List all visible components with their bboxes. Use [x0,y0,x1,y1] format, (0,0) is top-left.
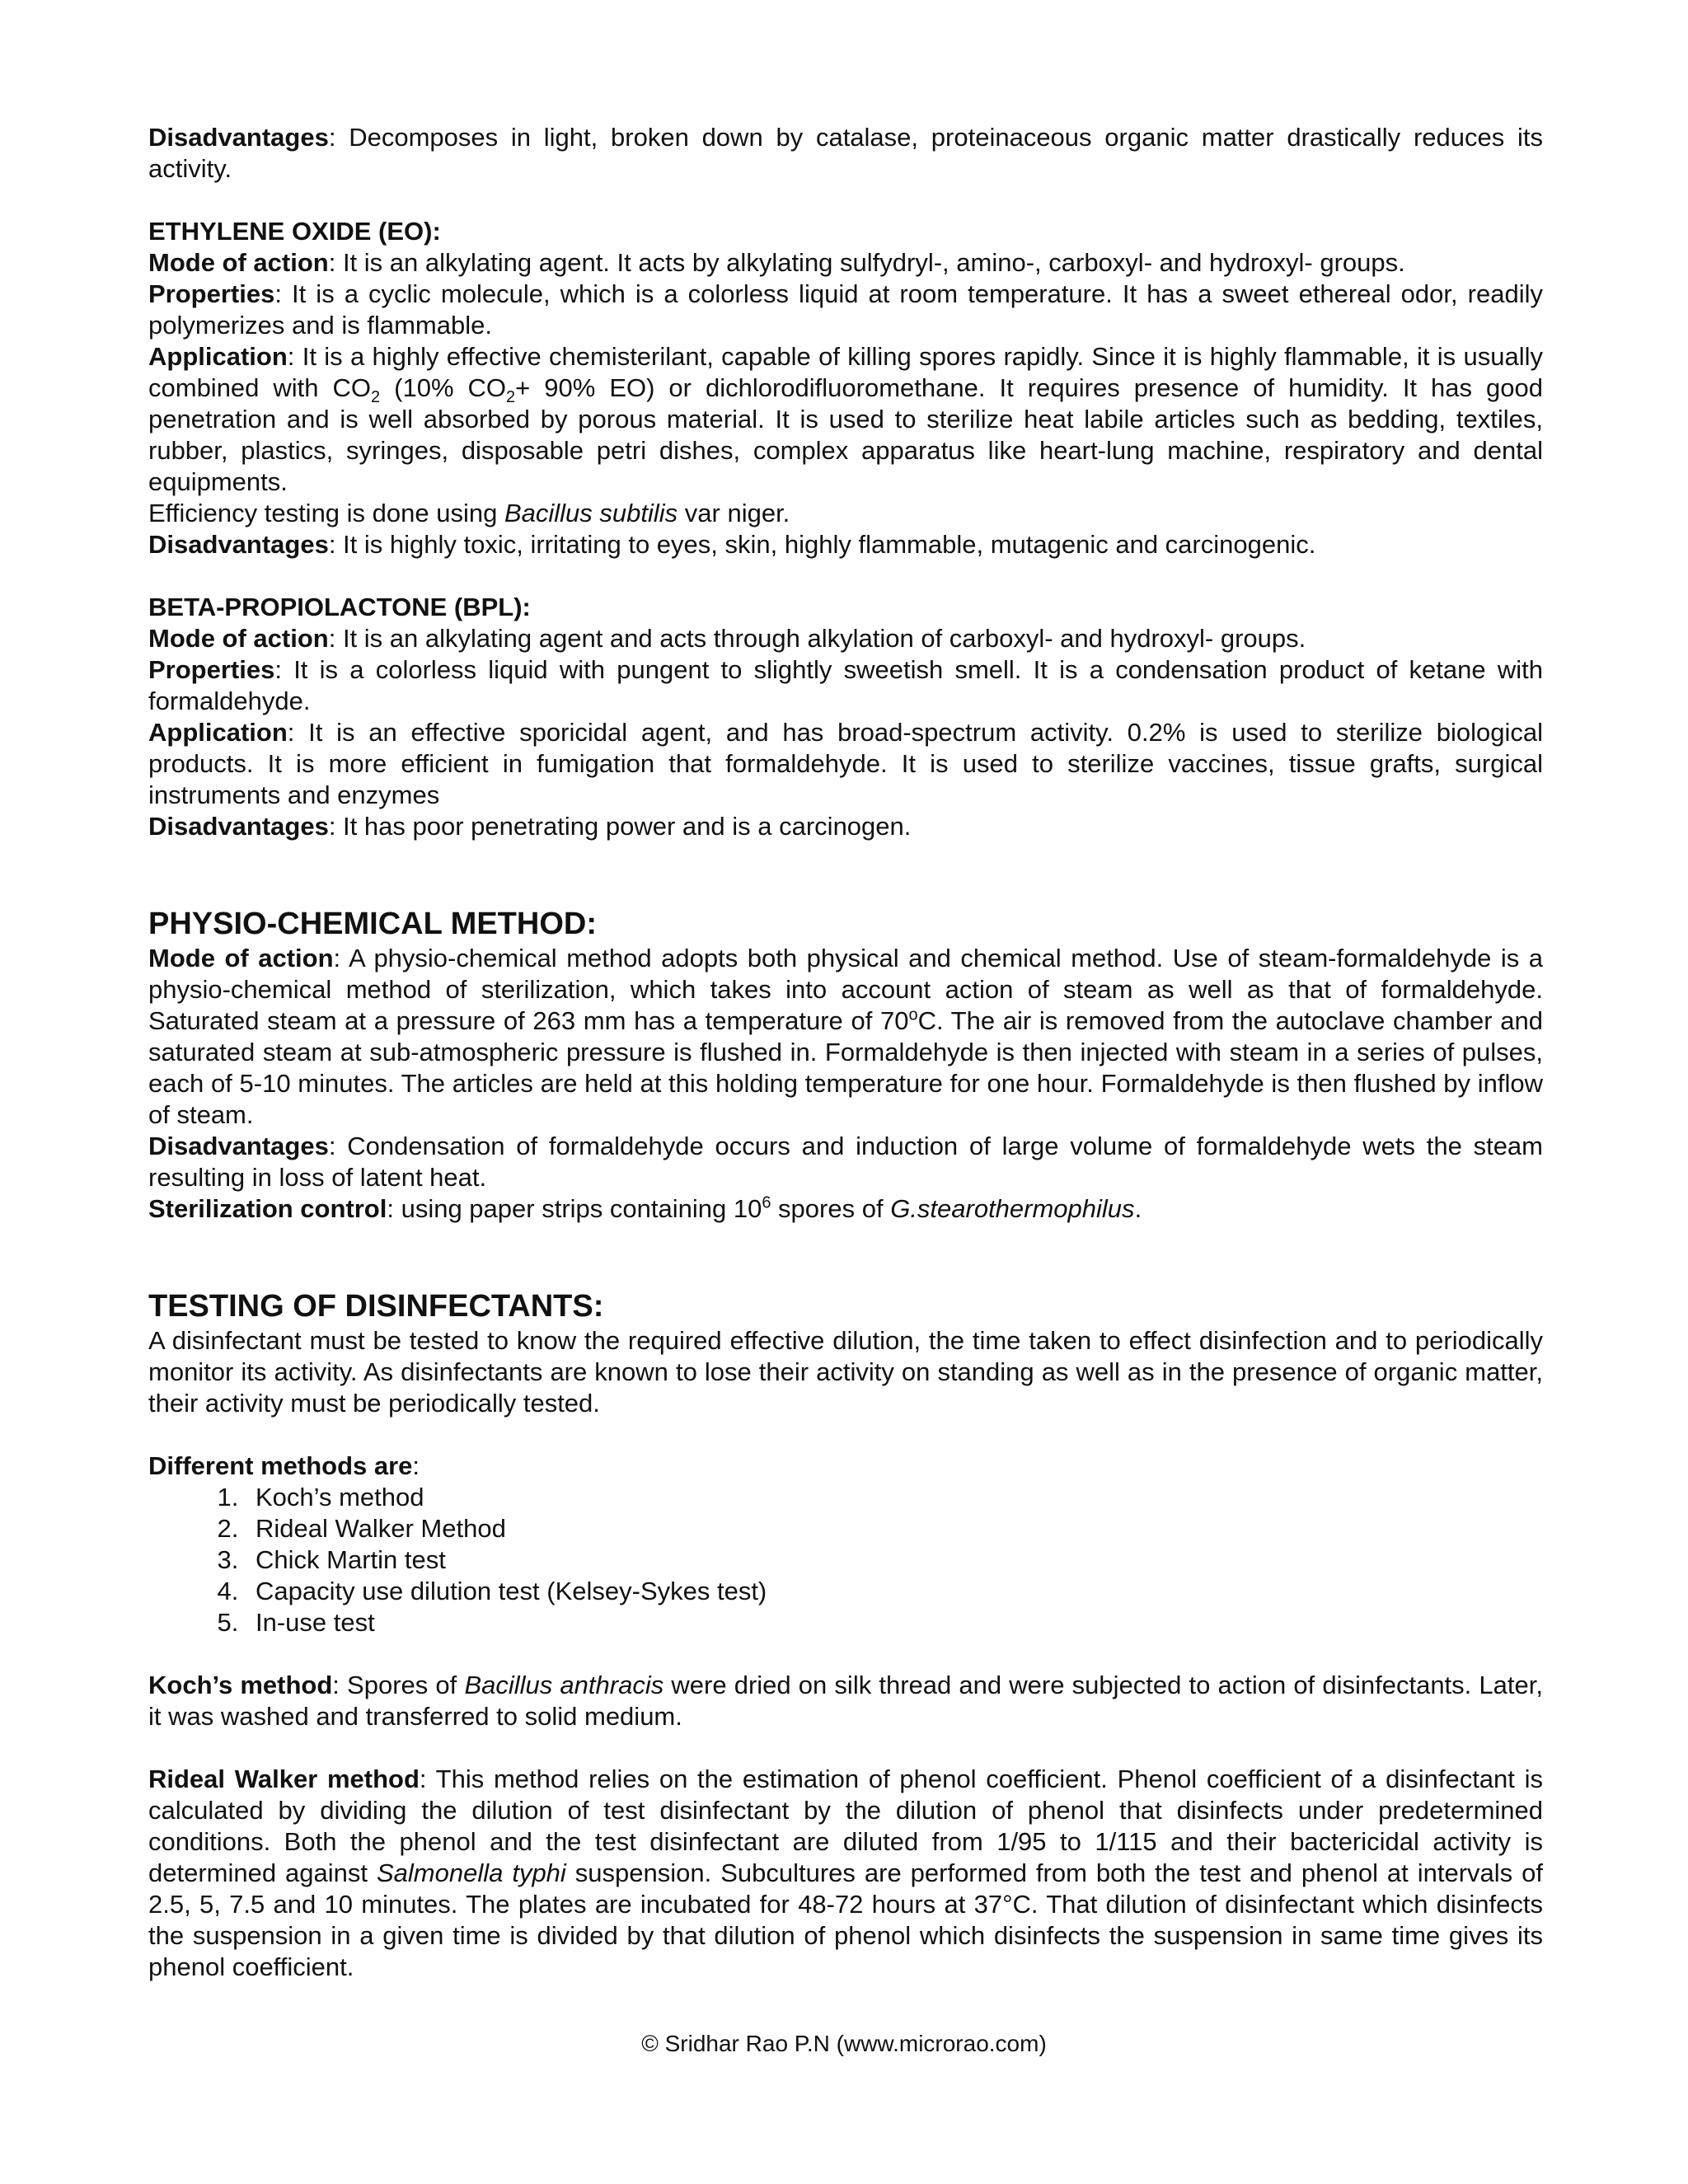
ethylene-oxide-section [148,216,1543,560]
rideal-walker-paragraph: Rideal Walker method: This method relies on the estimation of phenol coefficient. Phenol coefficient of a disinfectant is calculated by dividing the dilution of test disinfectant by the dilution of phenol that disinfects under predetermined conditions. Both the phenol and the test disinfectant are diluted from 1/95 to 1/115 and their bactericidal activity is determined against Salmonella typhi suspension. Subcultures are performed from both the test and phenol at intervals of 2.5, 5, 7.5 and 10 minutes. The plates are incubated for 48-72 hours at 37°C. That dilution of disinfectant which disinfects the suspension in a given time is divided by that dilution of phenol which disinfects the suspension in same time gives its phenol coefficient. [148,1765,1544,1981]
eo-application-paragraph: Application: It is a highly effective chemisterilant, capable of killing spores rapidly. Since it is highly flammable, it is usually combined with $CO_2$ (10% $CO_2+ 90\%$ EO) or dichlorodifluoromethane. It requires presence of humidity. It has good penetration and is well absorbed by porous material. It is used to sterilize heat labile articles such as bedding, textiles, rubber, plastics, syringes, disposable petri dishes, complex apparatus like heart-lung machine, respiratory and dental equipments. [148,342,1543,496]
ethylene-oxide-heading: ETHYLENE OXIDE (EO): [148,217,441,246]
methods-list [148,1482,1543,1638]
list-item: 2. Rideal Walker Method [246,1513,1543,1544]
list-item: 1. Koch’s method [246,1482,1543,1513]
bpl-heading: BETA-PROPIOLACTONE (BPL): [148,593,531,621]
testing-disinfectants-section [148,1287,1543,1983]
testing-disinfectants-heading: TESTING OF DISINFECTANTS: [148,1289,604,1324]
bpl-disadvantages-paragraph: Disadvantages: It has poor penetrating power and is a carcinogen. [148,812,912,841]
bpl-mode-paragraph: Mode of action: It is an alkylating agent and acts through alkylation of carboxyl- and hydroxyl- groups. [148,624,1306,653]
eo-efficiency-paragraph: Efficiency testing is done using Bacillus subtilis var niger. [148,499,790,527]
physio-disadvantages-paragraph: Disadvantages: Condensation of formaldehyde occurs and induction of large volume of formaldehyde wets the steam resulting in loss of latent heat. [148,1132,1543,1192]
list-item: 3. Chick Martin test [246,1544,1543,1576]
physio-chemical-heading: PHYSIO-CHEMICAL METHOD: [148,907,597,941]
eo-disadvantages-paragraph: Disadvantages: It is highly toxic, irritating to eyes, skin, highly flammable, mutagenic and carcinogenic. [148,530,1316,559]
koch-method-paragraph: Koch’s method: Spores of Bacillus anthracis were dried on silk thread and were subjected to action of disinfectants. Later, it was washed and transferred to solid medium. [148,1671,1543,1731]
list-item: 4. Capacity use dilution test (Kelsey-Sykes test) [246,1576,1543,1607]
eo-properties-paragraph: Properties: It is a cyclic molecule, which is a colorless liquid at room temperature. It has a sweet ethereal odor, readily polymerizes and is flammable. [148,279,1543,340]
physio-chemical-section [148,905,1543,1225]
testing-intro-paragraph: A disinfectant must be tested to know the required effective dilution, the time taken to effect disinfection and to periodically monitor its activity. As disinfectants are known to lose their activity on standing as well as in the presence of organic matter, their activity must be periodically tested. [148,1326,1543,1418]
physio-control-paragraph: Sterilization control: using paper strips containing $10^6$ spores of G.stearothermophilus. [148,1193,1142,1223]
list-item: 5. In-use test [246,1607,1543,1638]
bpl-properties-paragraph: Properties: It is a colorless liquid with pungent to slightly sweetish smell. It is a condensation product of ketane with formaldehyde. [148,655,1543,715]
top-disadvantages-paragraph: Disadvantages: Decomposes in light, broken down by catalase, proteinaceous organic matter drastically reduces its activity. [148,123,1543,183]
eo-mode-paragraph: Mode of action: It is an alkylating agent. It acts by alkylating sulfydryl-, amino-, carboxyl- and hydroxyl- groups. [148,248,1405,277]
bpl-application-paragraph: Application: It is an effective sporicidal agent, and has broad-spectrum activity. 0.2% is used to sterilize biological products. It is more efficient in fumigation that formaldehyde. It is used to sterilize vaccines, tissue grafts, surgical instruments and enzymes [148,718,1543,809]
methods-label-paragraph: Different methods are: [148,1451,420,1480]
document-page [148,122,1543,1983]
disadvantages-label: Disadvantages [148,123,329,152]
page-footer: © Sridhar Rao P.N (www.microrao.com) [641,2031,1047,2056]
bpl-section [148,592,1543,842]
physio-mode-paragraph: Mode of action: A physio-chemical method adopts both physical and chemical method. Use of steam-formaldehyde is a physio-chemical method of sterilization, which takes into account action of steam as well as that of formaldehyde. Saturated steam at a pressure of 263 mm has a temperature of 70$^o$C. The air is removed from the autoclave chamber and saturated steam at sub-atmospheric pressure is flushed in. Formaldehyde is then injected with steam in a series of pulses, each of 5-10 minutes. The articles are held at this holding temperature for one hour. Formaldehyde is then flushed by inflow of steam. [148,944,1543,1129]
